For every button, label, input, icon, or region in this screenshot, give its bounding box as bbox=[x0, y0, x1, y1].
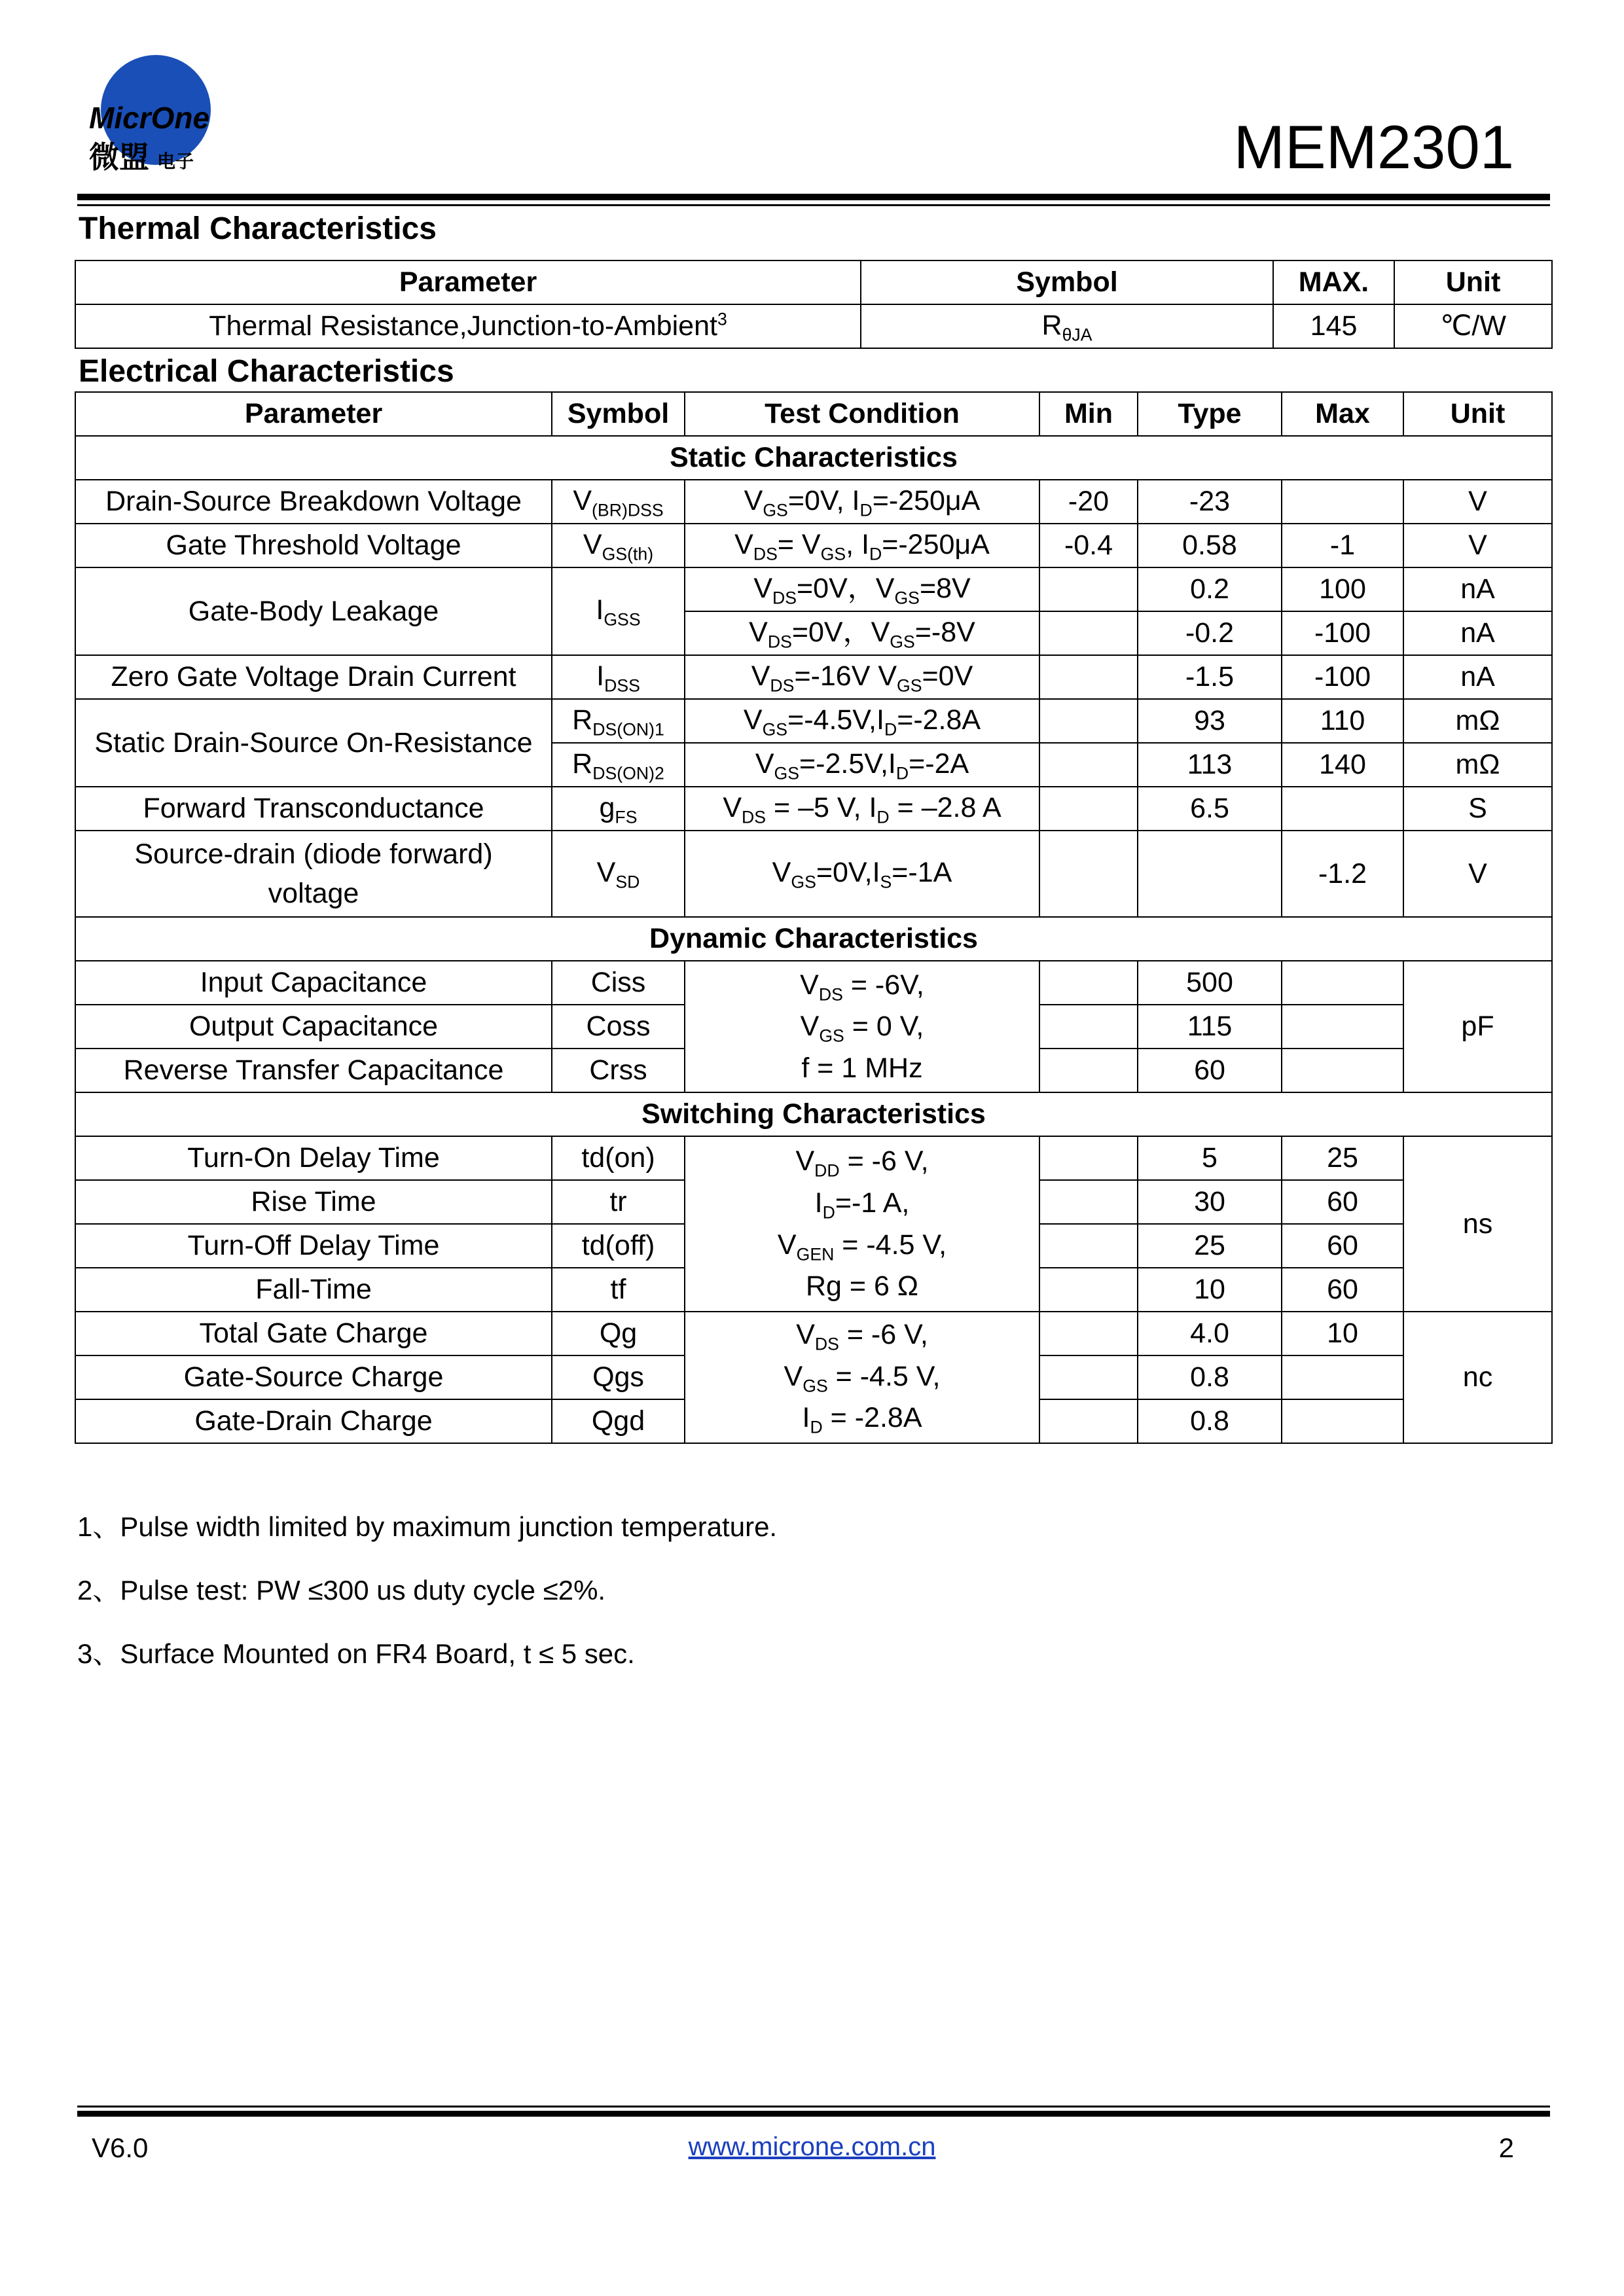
max-coss bbox=[1282, 1005, 1403, 1049]
max-tf: 60 bbox=[1282, 1268, 1403, 1312]
max-ciss bbox=[1282, 961, 1403, 1005]
version-label: V6.0 bbox=[92, 2132, 149, 2163]
min-qg bbox=[1039, 1312, 1138, 1355]
section-switching: Switching Characteristics bbox=[75, 1092, 1552, 1136]
unit-capacitance: pF bbox=[1403, 961, 1552, 1092]
cond-rdson-2: $V_{GS}=-2.5V,I_D=-2A$ bbox=[685, 743, 1039, 787]
logo-text: MicrOne bbox=[89, 101, 210, 135]
unit-igss-1: nA bbox=[1403, 567, 1552, 611]
param-qg: Total Gate Charge bbox=[75, 1312, 552, 1355]
typ-gfs: 6.5 bbox=[1138, 787, 1282, 831]
th-max: Max bbox=[1282, 392, 1403, 436]
table-row bbox=[75, 567, 1552, 611]
thermal-symbol: $R_{\theta JA}$ bbox=[861, 304, 1273, 348]
max-gfs bbox=[1282, 787, 1403, 831]
max-tdon: 25 bbox=[1282, 1136, 1403, 1180]
unit-igss-2: nA bbox=[1403, 611, 1552, 655]
table-row bbox=[75, 699, 1552, 743]
electrical-header-row bbox=[75, 392, 1552, 436]
param-ciss: Input Capacitance bbox=[75, 961, 552, 1005]
cond-rdson-1: $V_{GS}=-4.5V,I_D=-2.8A$ bbox=[685, 699, 1039, 743]
typ-igss-2: -0.2 bbox=[1138, 611, 1282, 655]
min-vsd bbox=[1039, 831, 1138, 917]
table-row bbox=[75, 787, 1552, 831]
thermal-title: Thermal Characteristics bbox=[79, 211, 437, 246]
table-row bbox=[75, 1136, 1552, 1180]
cond-vsd: $V_{GS}=0V,I_S=-1A$ bbox=[685, 831, 1039, 917]
min-rdson-2 bbox=[1039, 743, 1138, 787]
footnote-1: 1、Pulse width limited by maximum junction temperature. bbox=[77, 1511, 778, 1542]
typ-qgd: 0.8 bbox=[1138, 1399, 1282, 1443]
min-tf bbox=[1039, 1268, 1138, 1312]
logo-cn-small: 电子 bbox=[157, 151, 194, 172]
symbol-qgd: Qgd bbox=[552, 1399, 685, 1443]
param-igss: Gate-Body Leakage bbox=[75, 567, 552, 655]
param-rdson: Static Drain-Source On-Resistance bbox=[75, 699, 552, 787]
max-tr: 60 bbox=[1282, 1180, 1403, 1224]
symbol-tdoff: td(off) bbox=[552, 1224, 685, 1268]
min-igss-2 bbox=[1039, 611, 1138, 655]
cond-gfs: $V_{DS} = -5$ V, $I_D = -2.8$ A bbox=[685, 787, 1039, 831]
cond-igss-2: $V_{DS}=0V$，$V_{GS}=-8V$ bbox=[685, 611, 1039, 655]
min-coss bbox=[1039, 1005, 1138, 1049]
table-row bbox=[75, 524, 1552, 567]
section-dynamic: Dynamic Characteristics bbox=[75, 917, 1552, 961]
th-type: Type bbox=[1138, 392, 1282, 436]
symbol-vsd: $V_{SD}$ bbox=[552, 831, 685, 917]
min-rdson-1 bbox=[1039, 699, 1138, 743]
symbol-coss: Coss bbox=[552, 1005, 685, 1049]
max-qgs bbox=[1282, 1355, 1403, 1399]
symbol-ciss: Ciss bbox=[552, 961, 685, 1005]
table-row bbox=[75, 655, 1552, 699]
symbol-rdson-1: $R_{DS(ON)1}$ bbox=[552, 699, 685, 743]
param-bvdss: Drain-Source Breakdown Voltage bbox=[75, 480, 552, 524]
min-crss bbox=[1039, 1049, 1138, 1092]
logo-cn: 微盟 bbox=[89, 139, 149, 175]
typ-tdon: 5 bbox=[1138, 1136, 1282, 1180]
electrical-title: Electrical Characteristics bbox=[79, 354, 454, 389]
max-vth: -1 bbox=[1282, 524, 1403, 567]
typ-tdoff: 25 bbox=[1138, 1224, 1282, 1268]
typ-vsd bbox=[1138, 831, 1282, 917]
table-row bbox=[75, 480, 1552, 524]
unit-bvdss: V bbox=[1403, 480, 1552, 524]
param-tdoff: Turn-Off Delay Time bbox=[75, 1224, 552, 1268]
table-row bbox=[75, 961, 1552, 1005]
param-crss: Reverse Transfer Capacitance bbox=[75, 1049, 552, 1092]
max-idss: -100 bbox=[1282, 655, 1403, 699]
unit-vth: V bbox=[1403, 524, 1552, 567]
param-tdon: Turn-On Delay Time bbox=[75, 1136, 552, 1180]
thermal-header-row bbox=[75, 260, 1552, 304]
th-max: MAX. bbox=[1273, 260, 1394, 304]
page-number: 2 bbox=[1498, 2132, 1514, 2163]
cond-bvdss: $V_{GS}=0V$, $I_D=-250\mu A$ bbox=[685, 480, 1039, 524]
typ-tr: 30 bbox=[1138, 1180, 1282, 1224]
table-row bbox=[75, 1312, 1552, 1355]
min-tdoff bbox=[1039, 1224, 1138, 1268]
th-symbol: Symbol bbox=[552, 392, 685, 436]
company-logo bbox=[77, 51, 234, 182]
max-rdson-1: 110 bbox=[1282, 699, 1403, 743]
typ-vth: 0.58 bbox=[1138, 524, 1282, 567]
min-gfs bbox=[1039, 787, 1138, 831]
th-unit: Unit bbox=[1394, 260, 1552, 304]
symbol-rdson-2: $R_{DS(ON)2}$ bbox=[552, 743, 685, 787]
typ-qgs: 0.8 bbox=[1138, 1355, 1282, 1399]
symbol-gfs: $g_{FS}$ bbox=[552, 787, 685, 831]
cond-vth: $V_{DS}= V_{GS}$, $I_D=-250\mu A$ bbox=[685, 524, 1039, 567]
unit-gfs: S bbox=[1403, 787, 1552, 831]
max-igss-2: -100 bbox=[1282, 611, 1403, 655]
th-parameter: Parameter bbox=[75, 392, 552, 436]
cond-idss: $V_{DS}=-16V$ $V_{GS}=0V$ bbox=[685, 655, 1039, 699]
typ-rdson-1: 93 bbox=[1138, 699, 1282, 743]
symbol-qgs: Qgs bbox=[552, 1355, 685, 1399]
symbol-tdon: td(on) bbox=[552, 1136, 685, 1180]
unit-switching: ns bbox=[1403, 1136, 1552, 1312]
max-crss bbox=[1282, 1049, 1403, 1092]
footnotes bbox=[77, 1505, 777, 1696]
header-rule-thin bbox=[77, 204, 1550, 206]
min-igss-1 bbox=[1039, 567, 1138, 611]
min-vth: -0.4 bbox=[1039, 524, 1138, 567]
typ-coss: 115 bbox=[1138, 1005, 1282, 1049]
th-symbol: Symbol bbox=[861, 260, 1273, 304]
max-rdson-2: 140 bbox=[1282, 743, 1403, 787]
product-title: MEM2301 bbox=[1233, 113, 1514, 181]
website-link[interactable]: www.microne.com.cn bbox=[688, 2132, 936, 2161]
typ-bvdss: -23 bbox=[1138, 480, 1282, 524]
symbol-tr: tr bbox=[552, 1180, 685, 1224]
th-unit: Unit bbox=[1403, 392, 1552, 436]
symbol-idss: $I_{DSS}$ bbox=[552, 655, 685, 699]
electrical-table bbox=[75, 391, 1553, 1444]
min-tr bbox=[1039, 1180, 1138, 1224]
max-tdoff: 60 bbox=[1282, 1224, 1403, 1268]
thermal-max: 145 bbox=[1273, 304, 1394, 348]
symbol-igss: $I_{GSS}$ bbox=[552, 567, 685, 655]
max-igss-1: 100 bbox=[1282, 567, 1403, 611]
typ-igss-1: 0.2 bbox=[1138, 567, 1282, 611]
typ-qg: 4.0 bbox=[1138, 1312, 1282, 1355]
unit-idss: nA bbox=[1403, 655, 1552, 699]
th-test-condition: Test Condition bbox=[685, 392, 1039, 436]
typ-idss: -1.5 bbox=[1138, 655, 1282, 699]
symbol-crss: Crss bbox=[552, 1049, 685, 1092]
table-row bbox=[75, 831, 1552, 917]
min-bvdss: -20 bbox=[1039, 480, 1138, 524]
typ-ciss: 500 bbox=[1138, 961, 1282, 1005]
cond-capacitance: $V_{DS} = -6V$, $V_{GS} = 0$ V, f = 1 MHz bbox=[685, 961, 1039, 1092]
max-qg: 10 bbox=[1282, 1312, 1403, 1355]
unit-rdson-2: mΩ bbox=[1403, 743, 1552, 787]
unit-charge: nc bbox=[1403, 1312, 1552, 1443]
th-parameter: Parameter bbox=[75, 260, 861, 304]
min-qgd bbox=[1039, 1399, 1138, 1443]
min-ciss bbox=[1039, 961, 1138, 1005]
th-min: Min bbox=[1039, 392, 1138, 436]
max-bvdss bbox=[1282, 480, 1403, 524]
param-gfs: Forward Transconductance bbox=[75, 787, 552, 831]
thermal-table bbox=[75, 260, 1553, 349]
section-static: Static Characteristics bbox=[75, 436, 1552, 480]
min-idss bbox=[1039, 655, 1138, 699]
thermal-unit: ℃/W bbox=[1394, 304, 1552, 348]
param-vsd: Source-drain (diode forward) voltage bbox=[75, 831, 552, 917]
param-vth: Gate Threshold Voltage bbox=[75, 524, 552, 567]
param-idss: Zero Gate Voltage Drain Current bbox=[75, 655, 552, 699]
cond-switching: $V_{DD} = -6$ V, $I_D=-1$ A, $V_{GEN} = -4.5$ V, Rg = 6 Ω bbox=[685, 1136, 1039, 1312]
symbol-vth: $V_{GS(th)}$ bbox=[552, 524, 685, 567]
param-qgd: Gate-Drain Charge bbox=[75, 1399, 552, 1443]
cond-charge: $V_{DS} = -6$ V, $V_{GS} = -4.5$ V, $I_D = -2.8A$ bbox=[685, 1312, 1039, 1443]
table-row bbox=[75, 304, 1552, 348]
symbol-bvdss: $V_{(BR)DSS}$ bbox=[552, 480, 685, 524]
footnote-3: 3、Surface Mounted on FR4 Board, t ≤ 5 sec. bbox=[77, 1638, 635, 1669]
min-qgs bbox=[1039, 1355, 1138, 1399]
footer-rule bbox=[77, 2111, 1550, 2117]
footnote-2: 2、Pulse test: PW ≤300 us duty cycle ≤2%. bbox=[77, 1575, 606, 1605]
typ-rdson-2: 113 bbox=[1138, 743, 1282, 787]
symbol-tf: tf bbox=[552, 1268, 685, 1312]
min-tdon bbox=[1039, 1136, 1138, 1180]
header-rule bbox=[77, 194, 1550, 200]
unit-vsd: V bbox=[1403, 831, 1552, 917]
max-qgd bbox=[1282, 1399, 1403, 1443]
cond-igss-1: $V_{DS}=0V$，$V_{GS}=8V$ bbox=[685, 567, 1039, 611]
unit-rdson-1: mΩ bbox=[1403, 699, 1552, 743]
param-tf: Fall-Time bbox=[75, 1268, 552, 1312]
thermal-param: Thermal Resistance,Junction-to-Ambient$^3$ bbox=[75, 304, 861, 348]
typ-tf: 10 bbox=[1138, 1268, 1282, 1312]
param-coss: Output Capacitance bbox=[75, 1005, 552, 1049]
footer-rule-thin bbox=[77, 2106, 1550, 2108]
param-tr: Rise Time bbox=[75, 1180, 552, 1224]
param-qgs: Gate-Source Charge bbox=[75, 1355, 552, 1399]
max-vsd: -1.2 bbox=[1282, 831, 1403, 917]
typ-crss: 60 bbox=[1138, 1049, 1282, 1092]
symbol-qg: Qg bbox=[552, 1312, 685, 1355]
